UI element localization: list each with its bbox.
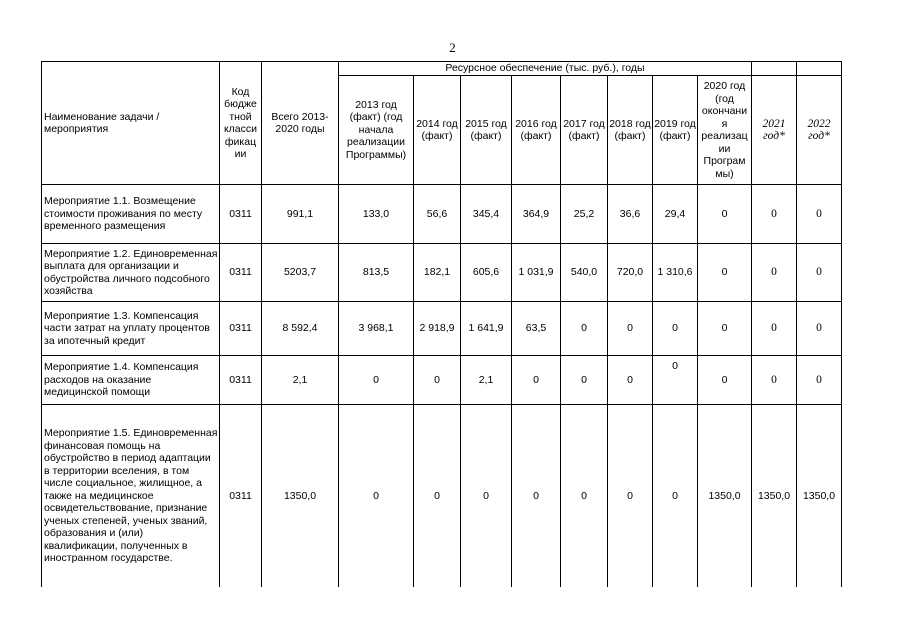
row-name: Мероприятие 1.3. Компенсация части затрат на уплату процентов за ипотечный кредит (42, 302, 220, 356)
cell-2016: 0 (512, 356, 561, 405)
cell-2022: 0 (797, 185, 842, 244)
cell-2013: 0 (339, 356, 414, 405)
cell-2015: 345,4 (461, 185, 512, 244)
row-name: Мероприятие 1.4. Компенсация расходов на оказание медицинской помощи (42, 356, 220, 405)
header-resource-title: Ресурсное обеспечение (тыс. руб.), годы (339, 62, 752, 76)
row-code: 0311 (220, 405, 262, 587)
cell-2022: 0 (797, 244, 842, 302)
cell-2018: 0 (608, 405, 653, 587)
row-total: 1350,0 (262, 405, 339, 587)
cell-2022: 0 (797, 356, 842, 405)
table-row (42, 302, 842, 356)
header-year-2016: 2016 год (факт) (512, 76, 561, 185)
header-blank-2022 (797, 62, 842, 76)
cell-2020: 0 (698, 244, 752, 302)
cell-2016: 63,5 (512, 302, 561, 356)
header-row-1 (42, 62, 842, 76)
header-year-2013: 2013 год (факт) (год начала реализации Программы) (339, 76, 414, 185)
cell-2021: 0 (752, 356, 797, 405)
row-code: 0311 (220, 244, 262, 302)
cell-2016: 364,9 (512, 185, 561, 244)
cell-2019: 29,4 (653, 185, 698, 244)
cell-2019: 1 310,6 (653, 244, 698, 302)
cell-2015: 2,1 (461, 356, 512, 405)
page-number: 2 (449, 40, 456, 55)
cell-2013: 813,5 (339, 244, 414, 302)
cell-2019: 0 (653, 302, 698, 356)
row-name: Мероприятие 1.1. Возмещение стоимости проживания по месту временного размещения (42, 185, 220, 244)
cell-2022: 0 (797, 302, 842, 356)
header-year-2017: 2017 год (факт) (561, 76, 608, 185)
table-row (42, 244, 842, 302)
row-code: 0311 (220, 185, 262, 244)
header-task-name: Наименование задачи / мероприятия (42, 62, 220, 185)
row-name: Мероприятие 1.2. Единовременная выплата для организации и обустройства личного подсобного хозяйства (42, 244, 220, 302)
cell-2016: 1 031,9 (512, 244, 561, 302)
header-blank-2021 (752, 62, 797, 76)
row-total: 2,1 (262, 356, 339, 405)
cell-2017: 0 (561, 302, 608, 356)
row-total: 8 592,4 (262, 302, 339, 356)
header-year-2014: 2014 год (факт) (414, 76, 461, 185)
table-row (42, 185, 842, 244)
row-code: 0311 (220, 356, 262, 405)
cell-2021: 1350,0 (752, 405, 797, 587)
row-total: 5203,7 (262, 244, 339, 302)
cell-2018: 720,0 (608, 244, 653, 302)
cell-2014: 2 918,9 (414, 302, 461, 356)
cell-2013: 3 968,1 (339, 302, 414, 356)
cell-2020: 1350,0 (698, 405, 752, 587)
cell-2020: 0 (698, 185, 752, 244)
cell-2015: 0 (461, 405, 512, 587)
cell-2021: 0 (752, 302, 797, 356)
cell-2020: 0 (698, 302, 752, 356)
cell-2013: 0 (339, 405, 414, 587)
cell-2014: 0 (414, 405, 461, 587)
header-year-2022: 2022 год* (797, 76, 842, 185)
header-year-2019: 2019 год (факт) (653, 76, 698, 185)
row-total: 991,1 (262, 185, 339, 244)
cell-2015: 605,6 (461, 244, 512, 302)
cell-2013: 133,0 (339, 185, 414, 244)
cell-2017: 540,0 (561, 244, 608, 302)
table-row (42, 405, 842, 587)
cell-2018: 0 (608, 356, 653, 405)
resource-table (41, 61, 842, 587)
cell-2015: 1 641,9 (461, 302, 512, 356)
cell-2020: 0 (698, 356, 752, 405)
cell-2019: 0 (653, 356, 698, 405)
row-code: 0311 (220, 302, 262, 356)
cell-2021: 0 (752, 185, 797, 244)
cell-2017: 0 (561, 356, 608, 405)
cell-2014: 182,1 (414, 244, 461, 302)
cell-2018: 0 (608, 302, 653, 356)
cell-2019: 0 (653, 405, 698, 587)
cell-2022: 1350,0 (797, 405, 842, 587)
row-name: Мероприятие 1.5. Единовременная финансовая помощь на обустройство в период адаптации в территории вселения, в том числе социальное, жилищное, а также на медицинское освидетельствование, признание ученых степеней, ученых званий, образования и (или) квалификации, полученных в иностранном государстве. (42, 405, 220, 587)
cell-2016: 0 (512, 405, 561, 587)
cell-2021: 0 (752, 244, 797, 302)
header-year-2018: 2018 год (факт) (608, 76, 653, 185)
cell-2014: 56,6 (414, 185, 461, 244)
cell-2014: 0 (414, 356, 461, 405)
header-year-2021: 2021 год* (752, 76, 797, 185)
cell-2018: 36,6 (608, 185, 653, 244)
header-year-2015: 2015 год (факт) (461, 76, 512, 185)
table-row (42, 356, 842, 405)
header-budget-code: Код бюдже тной класси фикац ии (220, 62, 262, 185)
cell-2017: 25,2 (561, 185, 608, 244)
header-total: Всего 2013-2020 годы (262, 62, 339, 185)
header-year-2020: 2020 год (год окончани я реализац ии Програм мы) (698, 76, 752, 185)
cell-2017: 0 (561, 405, 608, 587)
